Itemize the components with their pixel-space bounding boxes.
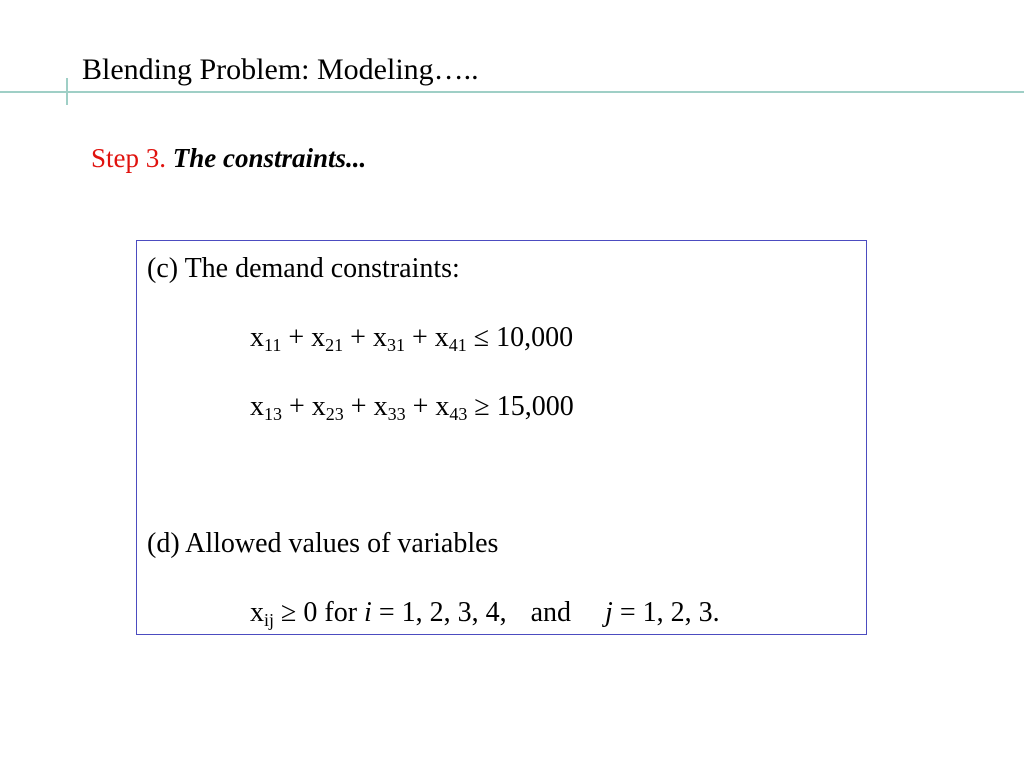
term-subscript: 21 xyxy=(325,335,344,355)
demand-heading: (c) The demand constraints: xyxy=(147,253,460,284)
term: x xyxy=(434,322,449,353)
term: x xyxy=(250,597,264,628)
term-subscript: 11 xyxy=(264,335,282,355)
term-subscript: 23 xyxy=(325,404,344,424)
term: x xyxy=(250,322,264,353)
index-j: j xyxy=(605,597,613,628)
term-subscript: 13 xyxy=(264,404,282,424)
operator: + xyxy=(343,322,373,353)
title-rule-vertical xyxy=(66,78,68,105)
index-i-values: = 1, 2, 3, 4, xyxy=(371,597,507,628)
demand-constraint-2 xyxy=(250,390,574,424)
title-rule-horizontal xyxy=(0,91,1024,93)
index-j-values: = 1, 2, 3. xyxy=(612,597,720,628)
relation: ≤ 10,000 xyxy=(466,322,574,353)
term: x xyxy=(373,391,388,422)
index-i: i xyxy=(364,597,372,628)
operator: + xyxy=(343,391,374,422)
term-subscript: 43 xyxy=(449,404,468,424)
term-subscript: ij xyxy=(264,610,275,630)
term: x xyxy=(311,391,326,422)
and-word: and xyxy=(530,597,572,628)
term: x xyxy=(250,391,264,422)
slide-title: Blending Problem: Modeling….. xyxy=(82,53,479,86)
demand-constraint-1 xyxy=(250,321,573,355)
operator: + xyxy=(405,391,436,422)
allowed-values xyxy=(250,596,720,630)
operator: + xyxy=(282,391,312,422)
step-label: Step 3. xyxy=(91,143,167,173)
relation: ≥ 15,000 xyxy=(467,391,574,422)
step-text: The constraints... xyxy=(172,143,367,173)
term-subscript: 33 xyxy=(387,404,406,424)
operator: + xyxy=(281,322,312,353)
term-subscript: 31 xyxy=(386,335,405,355)
term: x xyxy=(311,322,326,353)
constraints-box xyxy=(136,240,867,635)
term: x xyxy=(372,322,387,353)
step-heading xyxy=(91,141,366,175)
term-subscript: 41 xyxy=(448,335,467,355)
operator: + xyxy=(404,322,435,353)
nonnegativity: ≥ 0 for xyxy=(274,597,365,628)
term: x xyxy=(435,391,450,422)
allowed-heading: (d) Allowed values of variables xyxy=(147,528,499,559)
